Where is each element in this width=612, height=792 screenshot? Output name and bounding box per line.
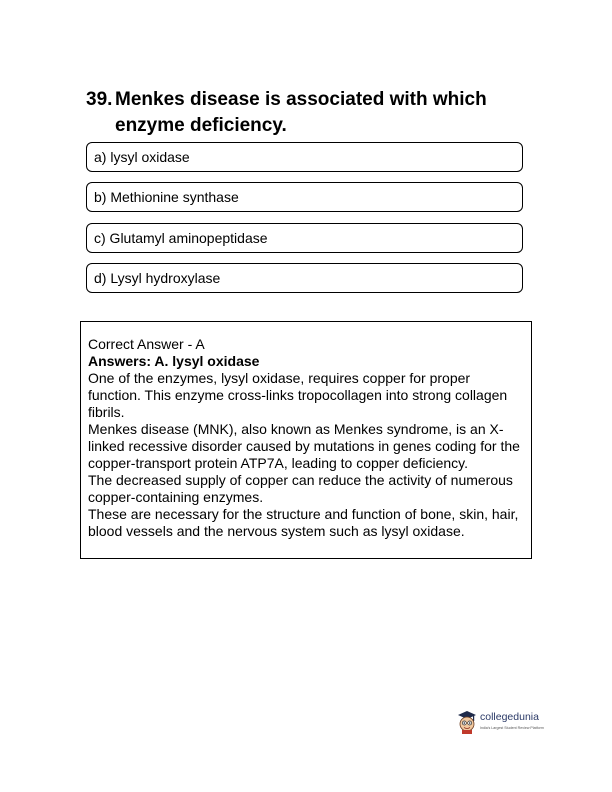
logo-name: collegedunia: [480, 711, 539, 723]
correct-answer-line: Correct Answer - A: [88, 336, 205, 352]
explanation-paragraph-4: These are necessary for the structure and function of bone, skin, hair, blood vessels and the nervous system such as lysyl oxidase.: [88, 506, 519, 539]
logo-tagline: India's Largest Student Review Platform: [480, 726, 544, 730]
collegedunia-logo: [456, 709, 560, 739]
question: [86, 87, 526, 139]
option-b[interactable]: b) Methionine synthase: [86, 182, 523, 212]
mascot-icon: [456, 709, 478, 735]
answers-heading: Answers: A. lysyl oxidase: [88, 353, 260, 369]
explanation-paragraph-1: One of the enzymes, lysyl oxidase, requires copper for proper function. This enzyme cross-links tropocollagen into strong collagen fibrils.: [88, 370, 508, 420]
question-number: 39.: [86, 89, 113, 110]
option-c[interactable]: c) Glutamyl aminopeptidase: [86, 223, 523, 253]
answer-explanation-box: [80, 321, 532, 559]
explanation-paragraph-3: The decreased supply of copper can reduce the activity of numerous copper-containing enzymes.: [88, 472, 513, 505]
question-text: Menkes disease is associated with which enzyme deficiency.: [115, 89, 487, 136]
option-a[interactable]: a) lysyl oxidase: [86, 142, 523, 172]
option-d[interactable]: d) Lysyl hydroxylase: [86, 263, 523, 293]
explanation-paragraph-2: Menkes disease (MNK), also known as Menkes syndrome, is an X-linked recessive disorder caused by mutations in genes coding for the copper-transport protein ATP7A, leading to copper deficiency.: [88, 421, 520, 471]
